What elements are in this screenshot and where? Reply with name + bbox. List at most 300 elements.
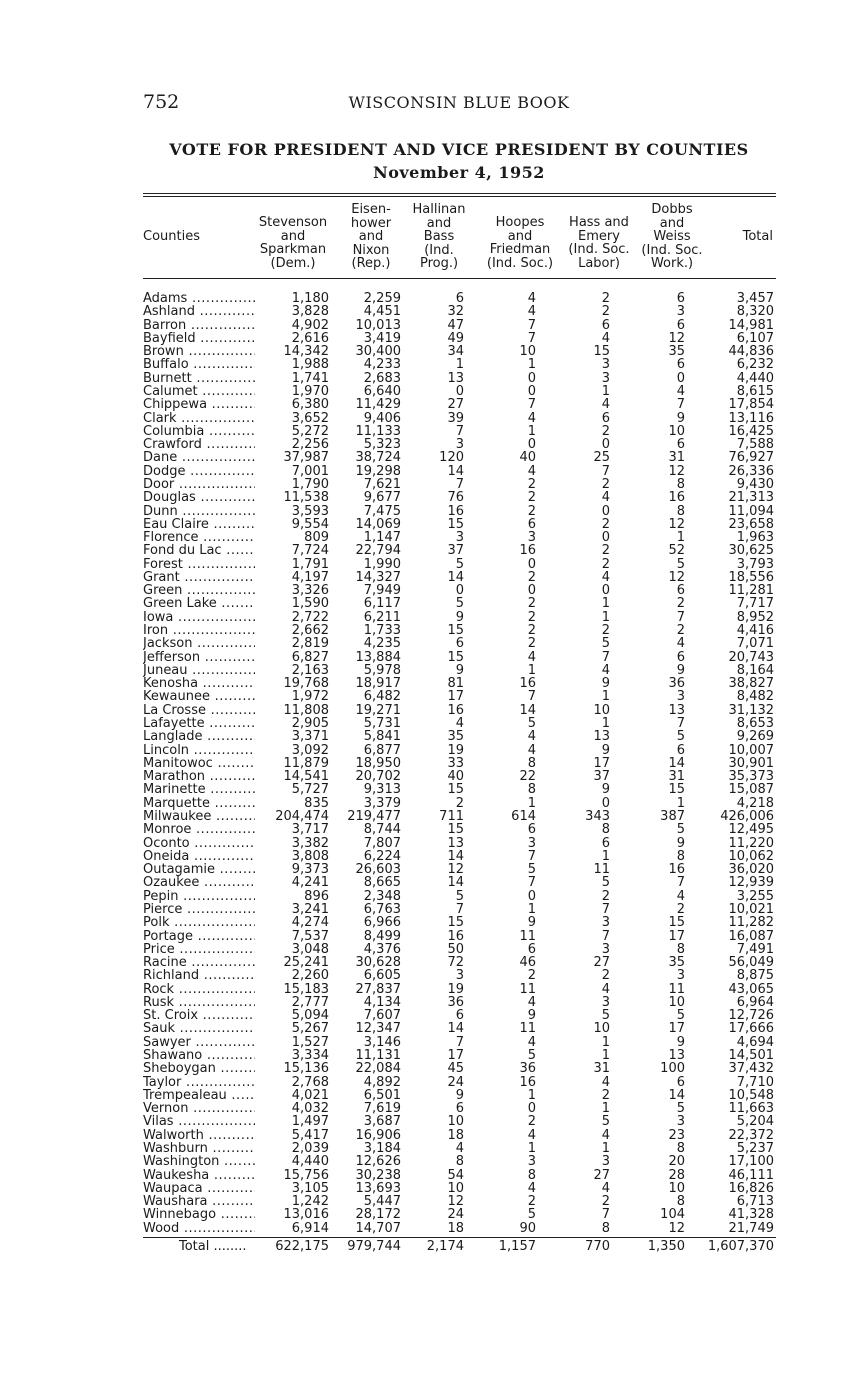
table-row xyxy=(143,664,776,677)
vote-cell: 14,541 xyxy=(283,769,329,785)
vote-cell: 39 xyxy=(447,410,464,426)
vote-cell: 3,092 xyxy=(291,742,329,758)
vote-cell: 19,768 xyxy=(283,676,329,692)
vote-cell: 7 xyxy=(455,1034,464,1050)
vote-cell: 26,603 xyxy=(355,862,401,878)
vote-cell: 15,136 xyxy=(283,1061,329,1077)
vote-cell: 3 xyxy=(527,835,536,851)
vote-cell: 10,062 xyxy=(728,848,774,864)
county-name: Pepin ..... xyxy=(143,890,255,903)
vote-cell: 9,554 xyxy=(291,516,329,532)
county-name: Washburn ..... xyxy=(143,1142,255,1155)
vote-cell: 31 xyxy=(668,450,685,466)
vote-cell: 11,879 xyxy=(283,755,329,771)
table-row xyxy=(143,1222,776,1235)
vote-cell: 3 xyxy=(601,915,610,931)
vote-cell: 3 xyxy=(601,370,610,386)
vote-cell: 120 xyxy=(439,450,464,466)
vote-cell: 5,204 xyxy=(736,1114,774,1130)
vote-cell: 35,373 xyxy=(728,769,774,785)
table-row xyxy=(143,717,776,730)
vote-cell: 1 xyxy=(601,689,610,705)
vote-cell: 16 xyxy=(519,676,536,692)
vote-cell: 11,663 xyxy=(728,1101,774,1117)
table-row xyxy=(143,916,776,929)
vote-cell: 2,683 xyxy=(363,370,401,386)
vote-cell: 13 xyxy=(593,729,610,745)
vote-cell: 9,406 xyxy=(363,410,401,426)
vote-cell: 3,255 xyxy=(736,888,774,904)
vote-cell: 50 xyxy=(447,941,464,957)
vote-cell: 7 xyxy=(527,330,536,346)
county-name: Kewaunee ..... xyxy=(143,690,255,703)
vote-cell: 14 xyxy=(668,1087,685,1103)
vote-cell: 32 xyxy=(447,304,464,320)
table-row xyxy=(143,1195,776,1208)
vote-cell: 9 xyxy=(527,1008,536,1024)
vote-cell: 10,013 xyxy=(355,317,401,333)
vote-cell: 14,981 xyxy=(728,317,774,333)
table-row xyxy=(143,1155,776,1168)
vote-cell: 7 xyxy=(676,716,685,731)
vote-cell: 6 xyxy=(676,649,685,665)
table-row xyxy=(143,425,776,438)
county-name: Vilas ..... xyxy=(143,1115,255,1128)
vote-cell: 2 xyxy=(601,888,610,904)
vote-cell: 25 xyxy=(593,450,610,466)
vote-cell: 11,220 xyxy=(728,835,774,851)
vote-cell: 3 xyxy=(601,994,610,1010)
vote-cell: 14 xyxy=(519,702,536,718)
total-cell: 622,175 xyxy=(275,1239,329,1254)
vote-cell: 6,640 xyxy=(363,383,401,399)
vote-cell: 5,731 xyxy=(363,716,401,731)
vote-cell: 896 xyxy=(304,888,329,904)
vote-cell: 5 xyxy=(601,1114,610,1130)
vote-cell: 6,763 xyxy=(363,901,401,917)
vote-cell: 1,963 xyxy=(736,530,774,546)
column-header-line: Work.) xyxy=(650,256,694,271)
vote-cell: 11 xyxy=(668,981,685,997)
county-name: Columbia ..... xyxy=(143,425,255,438)
vote-cell: 7 xyxy=(527,848,536,864)
county-name: Ashland ..... xyxy=(143,305,255,318)
table-row xyxy=(143,531,776,544)
vote-cell: 17 xyxy=(668,928,685,944)
vote-cell: 14 xyxy=(447,875,464,891)
vote-cell: 13,884 xyxy=(355,649,401,665)
vote-cell: 12 xyxy=(668,516,685,532)
vote-cell: 6,501 xyxy=(363,1087,401,1103)
vote-cell: 12 xyxy=(668,463,685,479)
vote-cell: 17 xyxy=(593,755,610,771)
county-name: Oneida ..... xyxy=(143,850,255,863)
vote-cell: 1 xyxy=(455,357,464,373)
vote-cell: 6,232 xyxy=(736,357,774,373)
vote-cell: 6 xyxy=(676,291,685,306)
table-row xyxy=(143,744,776,757)
vote-cell: 5 xyxy=(527,1207,536,1223)
vote-cell: 7 xyxy=(455,476,464,492)
table-row xyxy=(143,611,776,624)
column-header xyxy=(563,216,635,270)
vote-cell: 6 xyxy=(455,1008,464,1024)
vote-cell: 1 xyxy=(601,1048,610,1064)
vote-cell: 2 xyxy=(527,569,536,585)
vote-cell: 2 xyxy=(601,291,610,306)
table-row xyxy=(143,651,776,664)
vote-cell: 2,256 xyxy=(291,437,329,453)
vote-cell: 14 xyxy=(447,569,464,585)
vote-cell: 3 xyxy=(601,941,610,957)
vote-cell: 387 xyxy=(660,808,685,824)
vote-cell: 4 xyxy=(601,1180,610,1196)
column-header-line: (Ind. Soc.) xyxy=(486,255,554,271)
vote-cell: 5 xyxy=(676,822,685,838)
vote-cell: 0 xyxy=(527,383,536,399)
county-name: Shawano ..... xyxy=(143,1049,255,1062)
vote-cell: 5,447 xyxy=(363,1194,401,1210)
vote-cell: 31 xyxy=(593,1061,610,1077)
vote-cell: 3,371 xyxy=(291,729,329,745)
vote-cell: 30,628 xyxy=(355,955,401,971)
vote-cell: 2 xyxy=(527,623,536,639)
vote-cell: 30,238 xyxy=(355,1167,401,1183)
vote-cell: 9 xyxy=(676,835,685,851)
county-name: Dane ..... xyxy=(143,451,255,464)
vote-cell: 1,791 xyxy=(291,556,329,572)
vote-cell: 17,854 xyxy=(728,397,774,413)
vote-cell: 25,241 xyxy=(283,955,329,971)
vote-cell: 2 xyxy=(527,968,536,984)
table-row xyxy=(143,505,776,518)
vote-cell: 2,616 xyxy=(291,330,329,346)
table-row xyxy=(143,558,776,571)
vote-cell: 11 xyxy=(593,862,610,878)
vote-cell: 3,717 xyxy=(291,822,329,838)
vote-cell: 0 xyxy=(601,583,610,599)
vote-cell: 5 xyxy=(676,1008,685,1024)
column-header-line: Total xyxy=(742,229,773,244)
total-cell: 1,350 xyxy=(647,1239,685,1254)
vote-cell: 2 xyxy=(601,556,610,572)
vote-cell: 3,808 xyxy=(291,848,329,864)
vote-cell: 8,665 xyxy=(363,875,401,891)
vote-cell: 809 xyxy=(304,530,329,546)
column-header-line: Emery xyxy=(578,228,620,244)
vote-cell: 2 xyxy=(676,623,685,639)
vote-cell: 6 xyxy=(527,516,536,532)
vote-cell: 4 xyxy=(455,1141,464,1156)
vote-cell: 7 xyxy=(676,397,685,413)
vote-cell: 3 xyxy=(527,1154,536,1170)
vote-cell: 4 xyxy=(527,304,536,320)
vote-cell: 6 xyxy=(601,410,610,426)
table-row xyxy=(143,1089,776,1102)
vote-cell: 9,313 xyxy=(363,782,401,798)
vote-cell: 8,952 xyxy=(736,609,774,625)
vote-cell: 11,094 xyxy=(728,503,774,519)
total-cell: 2,174 xyxy=(426,1239,464,1254)
vote-cell: 4 xyxy=(527,649,536,665)
vote-cell: 1,147 xyxy=(363,530,401,546)
vote-cell: 81 xyxy=(447,676,464,692)
column-header-line: (Ind. Soc. xyxy=(641,242,703,258)
vote-cell: 1,527 xyxy=(291,1034,329,1050)
vote-cell: 15 xyxy=(447,915,464,931)
table-row xyxy=(143,478,776,491)
vote-cell: 9 xyxy=(455,662,464,678)
vote-cell: 6 xyxy=(455,291,464,306)
vote-cell: 5,841 xyxy=(363,729,401,745)
vote-cell: 6,224 xyxy=(363,848,401,864)
vote-cell: 3,687 xyxy=(363,1114,401,1130)
vote-cell: 2 xyxy=(601,516,610,532)
vote-cell: 16 xyxy=(519,1074,536,1090)
vote-cell: 4 xyxy=(676,636,685,652)
county-name: Ozaukee ..... xyxy=(143,876,255,889)
vote-cell: 13,016 xyxy=(283,1207,329,1223)
table-row xyxy=(143,332,776,345)
column-header xyxy=(343,203,399,271)
vote-cell: 10,548 xyxy=(728,1087,774,1103)
county-name: La Crosse ..... xyxy=(143,704,255,717)
page-header xyxy=(143,91,775,115)
table-row xyxy=(143,1049,776,1062)
vote-cell: 0 xyxy=(676,370,685,386)
county-name: Waupaca ..... xyxy=(143,1182,255,1195)
vote-cell: 1 xyxy=(676,795,685,811)
document-title: VOTE FOR PRESIDENT AND VICE PRESIDENT BY COUNTIES xyxy=(169,140,749,159)
vote-cell: 6,605 xyxy=(363,968,401,984)
vote-cell: 6,107 xyxy=(736,330,774,346)
table-row xyxy=(143,677,776,690)
county-name: Eau Claire ..... xyxy=(143,518,255,531)
vote-cell: 13 xyxy=(447,835,464,851)
vote-cell: 4 xyxy=(676,888,685,904)
vote-cell: 4 xyxy=(527,1034,536,1050)
county-name: Green Lake ..... xyxy=(143,597,255,610)
county-name: Calumet ..... xyxy=(143,385,255,398)
vote-cell: 76 xyxy=(447,490,464,506)
vote-cell: 20,743 xyxy=(728,649,774,665)
vote-cell: 22,794 xyxy=(355,543,401,559)
vote-cell: 11,133 xyxy=(355,423,401,439)
vote-cell: 17 xyxy=(668,1021,685,1037)
vote-cell: 4 xyxy=(527,742,536,758)
vote-cell: 4,032 xyxy=(291,1101,329,1117)
vote-cell: 45 xyxy=(447,1061,464,1077)
vote-cell: 10 xyxy=(668,994,685,1010)
vote-cell: 3,382 xyxy=(291,835,329,851)
vote-cell: 34 xyxy=(447,344,464,360)
vote-cell: 4 xyxy=(527,410,536,426)
vote-cell: 31,132 xyxy=(728,702,774,718)
table-row xyxy=(143,1182,776,1195)
column-header xyxy=(709,230,773,244)
vote-cell: 6 xyxy=(601,835,610,851)
total-rule xyxy=(143,1237,776,1238)
vote-cell: 0 xyxy=(527,583,536,599)
vote-cell: 54 xyxy=(447,1167,464,1183)
table-row xyxy=(143,823,776,836)
vote-cell: 4 xyxy=(601,330,610,346)
column-header-line: Prog.) xyxy=(419,256,459,271)
vote-cell: 15 xyxy=(447,649,464,665)
county-name: Kenosha ..... xyxy=(143,677,255,690)
table-row xyxy=(143,544,776,557)
vote-cell: 90 xyxy=(519,1220,536,1236)
vote-cell: 2 xyxy=(676,596,685,612)
vote-cell: 2,348 xyxy=(363,888,401,904)
vote-cell: 16 xyxy=(519,543,536,559)
county-name: Lafayette ..... xyxy=(143,717,255,730)
vote-cell: 6 xyxy=(676,317,685,333)
county-name: Fond du Lac ..... xyxy=(143,544,255,557)
vote-cell: 10,021 xyxy=(728,901,774,917)
column-header-line: Hass and xyxy=(569,215,629,230)
column-header-line: and xyxy=(659,215,685,231)
vote-cell: 4 xyxy=(527,1127,536,1143)
vote-cell: 2 xyxy=(601,476,610,492)
table-row xyxy=(143,292,776,305)
vote-cell: 2 xyxy=(455,795,464,811)
vote-cell: 7,724 xyxy=(291,543,329,559)
vote-cell: 7,588 xyxy=(736,437,774,453)
vote-cell: 711 xyxy=(439,808,464,824)
table-row xyxy=(143,783,776,796)
vote-cell: 614 xyxy=(511,808,536,824)
table-row xyxy=(143,930,776,943)
vote-cell: 18 xyxy=(447,1127,464,1143)
vote-cell: 4 xyxy=(455,716,464,731)
vote-cell: 41,328 xyxy=(728,1207,774,1223)
vote-cell: 35 xyxy=(447,729,464,745)
table-row xyxy=(143,903,776,916)
table-row xyxy=(143,451,776,464)
vote-cell: 6,877 xyxy=(363,742,401,758)
vote-cell: 4 xyxy=(676,383,685,399)
vote-cell: 2,777 xyxy=(291,994,329,1010)
vote-cell: 3 xyxy=(601,357,610,373)
table-row xyxy=(143,1169,776,1182)
column-header-line: Friedman xyxy=(489,242,551,257)
vote-cell: 6 xyxy=(676,742,685,758)
vote-cell: 10,007 xyxy=(728,742,774,758)
table-row xyxy=(143,956,776,969)
county-name: Oconto ..... xyxy=(143,837,255,850)
vote-cell: 4 xyxy=(527,463,536,479)
table-row xyxy=(143,837,776,850)
vote-cell: 4,440 xyxy=(291,1154,329,1170)
vote-cell: 6,482 xyxy=(363,689,401,705)
vote-cell: 12 xyxy=(668,1220,685,1236)
vote-cell: 3,457 xyxy=(736,291,774,306)
vote-cell: 9 xyxy=(601,676,610,692)
county-name: Iowa ..... xyxy=(143,611,255,624)
total-cell: 770 xyxy=(585,1239,610,1254)
vote-cell: 11,429 xyxy=(355,397,401,413)
vote-cell: 0 xyxy=(601,437,610,453)
vote-cell: 18,950 xyxy=(355,755,401,771)
vote-cell: 4 xyxy=(601,662,610,678)
county-name: Waushara ..... xyxy=(143,1195,255,1208)
vote-cell: 16,425 xyxy=(728,423,774,439)
vote-cell: 343 xyxy=(585,808,610,824)
vote-cell: 6,964 xyxy=(736,994,774,1010)
vote-cell: 16 xyxy=(447,503,464,519)
vote-cell: 6 xyxy=(676,1074,685,1090)
column-header xyxy=(636,203,708,271)
vote-cell: 8,653 xyxy=(736,716,774,731)
vote-cell: 4,134 xyxy=(363,994,401,1010)
vote-cell: 1 xyxy=(527,795,536,811)
vote-cell: 3,146 xyxy=(363,1034,401,1050)
county-name: Door ..... xyxy=(143,478,255,491)
vote-cell: 4 xyxy=(527,1180,536,1196)
county-name: Langlade ..... xyxy=(143,730,255,743)
vote-cell: 5 xyxy=(455,888,464,904)
vote-cell: 5 xyxy=(527,716,536,731)
page-number: 752 xyxy=(143,91,180,113)
vote-cell: 7,619 xyxy=(363,1101,401,1117)
vote-cell: 12,626 xyxy=(355,1154,401,1170)
column-header-line: Eisen- xyxy=(351,202,391,217)
county-name: Sauk ..... xyxy=(143,1022,255,1035)
vote-cell: 8,164 xyxy=(736,662,774,678)
table-row xyxy=(143,637,776,650)
vote-cell: 9 xyxy=(676,410,685,426)
vote-cell: 17,666 xyxy=(728,1021,774,1037)
column-header-line: and xyxy=(280,228,306,244)
table-row xyxy=(143,412,776,425)
column-header-line: Weiss xyxy=(653,229,691,244)
vote-cell: 13 xyxy=(668,702,685,718)
vote-cell: 4 xyxy=(601,490,610,506)
vote-cell: 22,084 xyxy=(355,1061,401,1077)
vote-cell: 2 xyxy=(676,901,685,917)
vote-cell: 7 xyxy=(676,875,685,891)
vote-cell: 27 xyxy=(593,1167,610,1183)
vote-cell: 2,260 xyxy=(291,968,329,984)
vote-cell: 12,939 xyxy=(728,875,774,891)
vote-cell: 8 xyxy=(676,476,685,492)
table-row xyxy=(143,319,776,332)
vote-cell: 9 xyxy=(455,1087,464,1103)
vote-cell: 30,400 xyxy=(355,344,401,360)
vote-cell: 40 xyxy=(447,769,464,785)
total-cell: 1,607,370 xyxy=(707,1239,774,1254)
vote-cell: 14,342 xyxy=(283,344,329,360)
vote-cell: 23 xyxy=(668,1127,685,1143)
vote-cell: 4,694 xyxy=(736,1034,774,1050)
vote-cell: 16,826 xyxy=(728,1180,774,1196)
vote-cell: 16,906 xyxy=(355,1127,401,1143)
table-row xyxy=(143,518,776,531)
table-row xyxy=(143,1129,776,1142)
vote-cell: 20 xyxy=(668,1154,685,1170)
vote-cell: 3 xyxy=(676,689,685,705)
column-header-line: (Ind. Soc. xyxy=(568,242,630,257)
vote-cell: 11 xyxy=(519,981,536,997)
vote-cell: 3,326 xyxy=(291,583,329,599)
column-header-line: Sparkman xyxy=(259,242,327,257)
vote-cell: 15,756 xyxy=(283,1167,329,1183)
table-row xyxy=(143,345,776,358)
county-name: Portage ..... xyxy=(143,930,255,943)
county-name: Milwaukee ..... xyxy=(143,810,255,823)
vote-cell: 1,790 xyxy=(291,476,329,492)
